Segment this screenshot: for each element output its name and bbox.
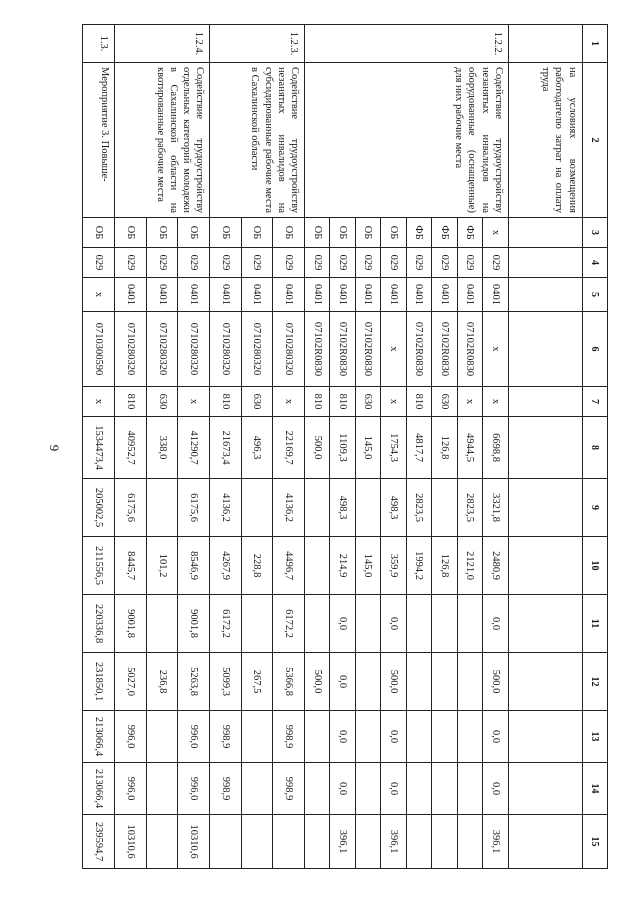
year-2015-cell <box>304 537 329 595</box>
total-value-cell: 496,3 <box>241 417 273 479</box>
table-row <box>508 25 582 869</box>
year-2017-cell: 500,0 <box>483 653 508 711</box>
year-2017-cell <box>508 653 582 711</box>
item-number-cell: 1.2.3. <box>210 25 305 63</box>
header-cell-5: 5 <box>582 278 607 312</box>
year-2018-cell <box>508 711 582 763</box>
year-2018-cell <box>355 711 380 763</box>
header-cell-13: 13 <box>582 711 607 763</box>
funding-source-cell: ОБ <box>115 218 147 248</box>
year-2019-cell: 996,0 <box>178 763 210 815</box>
header-cell-15: 15 <box>582 815 607 869</box>
year-2015-cell: 228,8 <box>241 537 273 595</box>
year-2016-cell: 9001,8 <box>178 595 210 653</box>
year-2017-cell: 5366,8 <box>273 653 305 711</box>
expense-type-cell: 810 <box>304 387 329 417</box>
year-2018-cell <box>457 711 482 763</box>
target-article-cell: х <box>381 312 406 387</box>
year-2020-cell: 396,1 <box>330 815 355 869</box>
item-name-cell: на условиях возмещения работодателю затрат на оплату труда <box>508 63 582 218</box>
funding-source-cell: ОБ <box>330 218 355 248</box>
year-2019-cell <box>457 763 482 815</box>
target-article-cell: 07102R0830 <box>330 312 355 387</box>
year-2014-cell: 2823,5 <box>457 479 482 537</box>
grbs-code-cell: 029 <box>483 248 508 278</box>
funding-source-cell: ОБ <box>304 218 329 248</box>
year-2019-cell <box>508 763 582 815</box>
header-cell-10: 10 <box>582 537 607 595</box>
target-article-cell: 07102R0830 <box>355 312 380 387</box>
page-content <box>82 24 608 868</box>
funding-source-cell: ОБ <box>210 218 242 248</box>
year-2014-cell: 6175,6 <box>115 479 147 537</box>
funding-source-cell: ФБ <box>432 218 457 248</box>
expense-type-cell: 630 <box>355 387 380 417</box>
year-2020-cell <box>508 815 582 869</box>
year-2018-cell: 0,0 <box>330 711 355 763</box>
year-2018-cell <box>241 711 273 763</box>
year-2016-cell <box>406 595 431 653</box>
year-2020-cell <box>273 815 305 869</box>
funding-source-cell: ОБ <box>241 218 273 248</box>
year-2014-cell <box>355 479 380 537</box>
section-code-cell: 0401 <box>304 278 329 312</box>
total-value-cell: 1534473,4 <box>83 417 115 479</box>
year-2019-cell: 213066,4 <box>83 763 115 815</box>
total-value-cell: 4817,7 <box>406 417 431 479</box>
table-row <box>273 25 305 869</box>
year-2014-cell: 2823,5 <box>406 479 431 537</box>
header-cell-11: 11 <box>582 595 607 653</box>
expense-type-cell: 630 <box>241 387 273 417</box>
target-article-cell: х <box>483 312 508 387</box>
year-2019-cell: 996,0 <box>115 763 147 815</box>
year-2017-cell <box>355 653 380 711</box>
item-number-cell <box>508 25 582 63</box>
year-2019-cell: 998,9 <box>210 763 242 815</box>
year-2020-cell: 10310,6 <box>178 815 210 869</box>
year-2015-cell: 8546,9 <box>178 537 210 595</box>
item-number-cell: 1.2.4. <box>115 25 210 63</box>
grbs-code-cell: 029 <box>355 248 380 278</box>
grbs-code-cell <box>508 248 582 278</box>
year-2016-cell: 6172,2 <box>210 595 242 653</box>
year-2014-cell: 498,3 <box>381 479 406 537</box>
year-2015-cell: 126,8 <box>432 537 457 595</box>
year-2018-cell: 996,0 <box>115 711 147 763</box>
year-2017-cell: 500,0 <box>304 653 329 711</box>
year-2016-cell: 220336,8 <box>83 595 115 653</box>
year-2020-cell <box>304 815 329 869</box>
header-cell-6: 6 <box>582 312 607 387</box>
year-2014-cell: 6175,6 <box>178 479 210 537</box>
total-value-cell: 338,0 <box>146 417 178 479</box>
year-2015-cell: 101,2 <box>146 537 178 595</box>
grbs-code-cell: 029 <box>146 248 178 278</box>
year-2017-cell: 5027,0 <box>115 653 147 711</box>
year-2015-cell: 214,9 <box>330 537 355 595</box>
year-2015-cell: 359,9 <box>381 537 406 595</box>
year-2016-cell <box>508 595 582 653</box>
funding-source-cell: х <box>483 218 508 248</box>
section-code-cell: 0401 <box>210 278 242 312</box>
target-article-cell: 0710280320 <box>146 312 178 387</box>
year-2017-cell: 5099,3 <box>210 653 242 711</box>
target-article-cell: 07102R0830 <box>432 312 457 387</box>
section-code-cell <box>508 278 582 312</box>
year-2016-cell: 0,0 <box>483 595 508 653</box>
year-2018-cell: 998,9 <box>210 711 242 763</box>
year-2017-cell: 267,5 <box>241 653 273 711</box>
year-2017-cell: 5263,8 <box>178 653 210 711</box>
section-code-cell: 0401 <box>483 278 508 312</box>
year-2019-cell <box>432 763 457 815</box>
grbs-code-cell: 029 <box>241 248 273 278</box>
header-cell-12: 12 <box>582 653 607 711</box>
section-code-cell: 0401 <box>381 278 406 312</box>
year-2020-cell <box>210 815 242 869</box>
year-2018-cell <box>304 711 329 763</box>
year-2014-cell <box>241 479 273 537</box>
total-value-cell: 500,0 <box>304 417 329 479</box>
section-code-cell: 0401 <box>355 278 380 312</box>
year-2016-cell <box>432 595 457 653</box>
grbs-code-cell: 029 <box>330 248 355 278</box>
header-cell-8: 8 <box>582 417 607 479</box>
grbs-code-cell: 029 <box>273 248 305 278</box>
table-row <box>83 25 115 869</box>
header-cell-4: 4 <box>582 248 607 278</box>
expense-type-cell: 810 <box>406 387 431 417</box>
year-2020-cell: 396,1 <box>381 815 406 869</box>
year-2016-cell <box>355 595 380 653</box>
year-2014-cell <box>508 479 582 537</box>
year-2014-cell: 3321,8 <box>483 479 508 537</box>
year-2017-cell: 0,0 <box>330 653 355 711</box>
item-name-cell: Содействие трудоустройству отдельных категорий молодежи в Сахалинской области на квотированные рабочие места <box>115 63 210 218</box>
funding-source-cell: ОБ <box>355 218 380 248</box>
grbs-code-cell: 029 <box>83 248 115 278</box>
year-2017-cell: 500,0 <box>381 653 406 711</box>
total-value-cell: 126,8 <box>432 417 457 479</box>
year-2015-cell: 2121,0 <box>457 537 482 595</box>
budget-table <box>82 24 608 869</box>
year-2020-cell <box>355 815 380 869</box>
expense-type-cell: 810 <box>330 387 355 417</box>
expense-type-cell: 630 <box>146 387 178 417</box>
year-2014-cell: 4136,2 <box>273 479 305 537</box>
year-2020-cell <box>146 815 178 869</box>
year-2016-cell <box>304 595 329 653</box>
section-code-cell: 0401 <box>146 278 178 312</box>
year-2014-cell: 4136,2 <box>210 479 242 537</box>
year-2020-cell <box>432 815 457 869</box>
year-2018-cell: 213066,4 <box>83 711 115 763</box>
target-article-cell: 0710280320 <box>115 312 147 387</box>
funding-source-cell: ОБ <box>273 218 305 248</box>
section-code-cell: 0401 <box>178 278 210 312</box>
year-2017-cell <box>432 653 457 711</box>
grbs-code-cell: 029 <box>406 248 431 278</box>
target-article-cell: 07102R0830 <box>457 312 482 387</box>
expense-type-cell: 630 <box>432 387 457 417</box>
year-2019-cell: 0,0 <box>381 763 406 815</box>
expense-type-cell: х <box>83 387 115 417</box>
target-article-cell: 0710300590 <box>83 312 115 387</box>
target-article-cell: 07102R0830 <box>406 312 431 387</box>
year-2020-cell: 10310,6 <box>115 815 147 869</box>
year-2016-cell: 6172,2 <box>273 595 305 653</box>
item-number-cell: 1.3. <box>83 25 115 63</box>
total-value-cell: 40952,7 <box>115 417 147 479</box>
expense-type-cell: х <box>457 387 482 417</box>
item-name-cell: Мероприятие 3. Повыше- <box>83 63 115 218</box>
year-2015-cell: 145,0 <box>355 537 380 595</box>
year-2016-cell <box>457 595 482 653</box>
year-2020-cell <box>241 815 273 869</box>
year-2015-cell: 4496,7 <box>273 537 305 595</box>
total-value-cell <box>508 417 582 479</box>
funding-source-cell <box>508 218 582 248</box>
total-value-cell: 145,0 <box>355 417 380 479</box>
section-code-cell: 0401 <box>330 278 355 312</box>
year-2014-cell: 498,3 <box>330 479 355 537</box>
funding-source-cell: ФБ <box>406 218 431 248</box>
item-name-cell: Содействие трудоустройству незанятых инвалидов на субсидированные рабочие места в Сахалинской области <box>210 63 305 218</box>
section-code-cell: 0401 <box>241 278 273 312</box>
section-code-cell: 0401 <box>457 278 482 312</box>
total-value-cell: 41290,7 <box>178 417 210 479</box>
year-2019-cell <box>304 763 329 815</box>
section-code-cell: 0401 <box>406 278 431 312</box>
section-code-cell: х <box>83 278 115 312</box>
year-2020-cell <box>457 815 482 869</box>
year-2015-cell: 1994,2 <box>406 537 431 595</box>
expense-type-cell <box>508 387 582 417</box>
year-2019-cell: 0,0 <box>483 763 508 815</box>
year-2019-cell: 998,9 <box>273 763 305 815</box>
header-cell-2: 2 <box>582 63 607 218</box>
year-2018-cell: 998,9 <box>273 711 305 763</box>
grbs-code-cell: 029 <box>115 248 147 278</box>
header-row <box>582 25 607 869</box>
expense-type-cell: х <box>273 387 305 417</box>
total-value-cell: 4944,5 <box>457 417 482 479</box>
year-2017-cell: 236,8 <box>146 653 178 711</box>
year-2016-cell <box>146 595 178 653</box>
year-2016-cell: 9001,8 <box>115 595 147 653</box>
funding-source-cell: ОБ <box>381 218 406 248</box>
total-value-cell: 1109,3 <box>330 417 355 479</box>
year-2017-cell: 231850,1 <box>83 653 115 711</box>
year-2018-cell: 0,0 <box>483 711 508 763</box>
item-number-cell: 1.2.2. <box>304 25 508 63</box>
page-number: 9 <box>47 444 62 452</box>
year-2019-cell <box>146 763 178 815</box>
section-code-cell: 0401 <box>115 278 147 312</box>
header-cell-9: 9 <box>582 479 607 537</box>
header-cell-14: 14 <box>582 763 607 815</box>
year-2017-cell <box>457 653 482 711</box>
grbs-code-cell: 029 <box>432 248 457 278</box>
year-2015-cell: 211556,5 <box>83 537 115 595</box>
grbs-code-cell: 029 <box>210 248 242 278</box>
target-article-cell: 0710280320 <box>178 312 210 387</box>
year-2019-cell: 0,0 <box>330 763 355 815</box>
header-cell-7: 7 <box>582 387 607 417</box>
target-article-cell: 0710280320 <box>210 312 242 387</box>
year-2020-cell: 239594,7 <box>83 815 115 869</box>
total-value-cell: 22169,7 <box>273 417 305 479</box>
expense-type-cell: х <box>178 387 210 417</box>
year-2014-cell <box>146 479 178 537</box>
funding-source-cell: ФБ <box>457 218 482 248</box>
funding-source-cell: ОБ <box>178 218 210 248</box>
total-value-cell: 21673,4 <box>210 417 242 479</box>
year-2020-cell <box>406 815 431 869</box>
year-2020-cell: 396,1 <box>483 815 508 869</box>
year-2015-cell: 8445,7 <box>115 537 147 595</box>
year-2015-cell <box>508 537 582 595</box>
year-2015-cell: 2480,9 <box>483 537 508 595</box>
year-2014-cell <box>304 479 329 537</box>
year-2018-cell <box>146 711 178 763</box>
year-2016-cell: 0,0 <box>330 595 355 653</box>
table-row <box>178 25 210 869</box>
total-value-cell: 1754,3 <box>381 417 406 479</box>
funding-source-cell: ОБ <box>83 218 115 248</box>
total-value-cell: 6698,8 <box>483 417 508 479</box>
rotated-table-wrapper <box>82 24 608 868</box>
year-2019-cell <box>355 763 380 815</box>
grbs-code-cell: 029 <box>178 248 210 278</box>
year-2018-cell <box>406 711 431 763</box>
item-name-cell: Содействие трудоустройству незанятых инвалидов на оборудованные (оснащенные) для них рабочие места <box>304 63 508 218</box>
year-2016-cell: 0,0 <box>381 595 406 653</box>
grbs-code-cell: 029 <box>381 248 406 278</box>
year-2014-cell <box>432 479 457 537</box>
year-2014-cell: 205002,5 <box>83 479 115 537</box>
section-code-cell: 0401 <box>432 278 457 312</box>
header-cell-1: 1 <box>582 25 607 63</box>
year-2018-cell: 996,0 <box>178 711 210 763</box>
expense-type-cell: х <box>483 387 508 417</box>
target-article-cell: 0710280320 <box>241 312 273 387</box>
funding-source-cell: ОБ <box>146 218 178 248</box>
target-article-cell: 07102R0830 <box>304 312 329 387</box>
year-2018-cell: 0,0 <box>381 711 406 763</box>
year-2019-cell <box>406 763 431 815</box>
grbs-code-cell: 029 <box>304 248 329 278</box>
expense-type-cell: 810 <box>115 387 147 417</box>
table-row <box>483 25 508 869</box>
year-2019-cell <box>241 763 273 815</box>
header-cell-3: 3 <box>582 218 607 248</box>
year-2016-cell <box>241 595 273 653</box>
target-article-cell <box>508 312 582 387</box>
expense-type-cell: 810 <box>210 387 242 417</box>
target-article-cell: 0710280320 <box>273 312 305 387</box>
year-2017-cell <box>406 653 431 711</box>
expense-type-cell: х <box>381 387 406 417</box>
grbs-code-cell: 029 <box>457 248 482 278</box>
year-2018-cell <box>432 711 457 763</box>
section-code-cell: 0401 <box>273 278 305 312</box>
year-2015-cell: 4267,9 <box>210 537 242 595</box>
